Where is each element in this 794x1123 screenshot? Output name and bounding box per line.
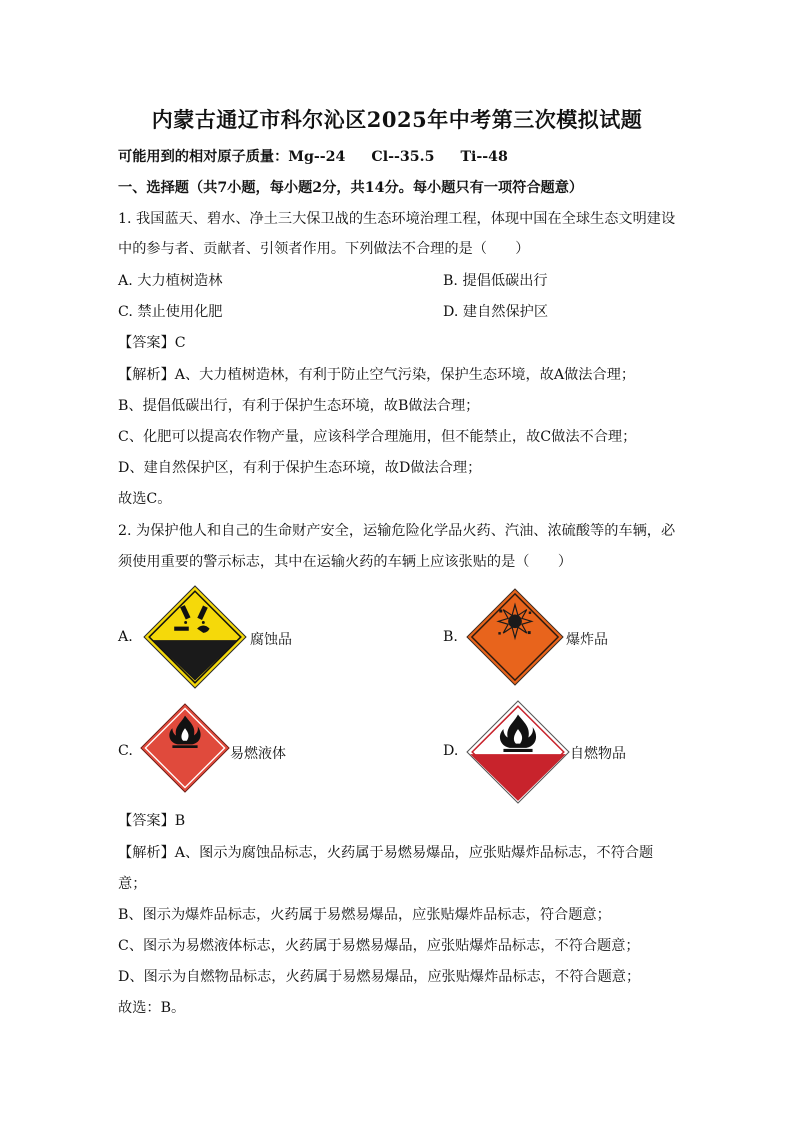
page-title: 内蒙古通辽市科尔沁区2025年中考第三次模拟试题	[151, 107, 643, 132]
q2-analysis-line: 意；	[118, 876, 147, 892]
q2-option-b-letter: B.	[443, 629, 458, 645]
q2-option-a-label: 腐蚀品	[250, 632, 292, 648]
q2-answer: 【答案】B	[118, 813, 186, 829]
atomic-mass-ti: Ti--48	[460, 149, 508, 165]
explosive-sign-icon	[466, 588, 564, 686]
q1-option-a: A. 大力植树造林	[118, 273, 223, 289]
q2-option-d-letter: D.	[443, 743, 459, 759]
spontaneous-combustion-sign-icon	[466, 700, 570, 804]
q2-analysis-line: 故选：B。	[118, 1000, 186, 1016]
q1-answer: 【答案】C	[118, 335, 186, 351]
atomic-mass-mg: Mg--24	[288, 149, 346, 165]
q1-analysis-line: D、建自然保护区，有利于保护生态环境，故D做法合理；	[118, 460, 482, 476]
atomic-mass-cl: Cl--35.5	[371, 149, 435, 165]
q2-analysis-line: D、图示为自燃物品标志，火药属于易燃易爆品，应张贴爆炸品标志，不符合题意；	[118, 969, 641, 985]
q2-analysis-line: 【解析】A、图示为腐蚀品标志，火药属于易燃易爆品，应张贴爆炸品标志，不符合题	[118, 845, 654, 861]
q2-option-b-label: 爆炸品	[566, 632, 608, 648]
section-heading: 一、选择题（共7小题，每小题2分，共14分。每小题只有一项符合题意）	[118, 180, 584, 196]
q2-option-c-label: 易燃液体	[230, 746, 286, 762]
corrosive-sign-icon	[143, 585, 247, 689]
q1-analysis-line: C、化肥可以提高农作物产量，应该科学合理施用，但不能禁止，故C做法不合理；	[118, 429, 637, 445]
q1-analysis-line: 故选C。	[118, 491, 172, 507]
q1-option-b: B. 提倡低碳出行	[443, 273, 548, 289]
q2-option-a-letter: A.	[118, 629, 133, 645]
q2-analysis-line: B、图示为爆炸品标志，火药属于易燃易爆品，应张贴爆炸品标志，符合题意；	[118, 907, 611, 923]
q1-analysis-line: 【解析】A、大力植树造林，有利于防止空气污染，保护生态环境，故A做法合理；	[118, 367, 636, 383]
q2-stem-line1: 2. 为保护他人和自己的生命财产安全，运输危险化学品火药、汽油、浓硫酸等的车辆，必	[118, 523, 676, 539]
q2-option-c-letter: C.	[118, 743, 133, 759]
q1-option-c: C. 禁止使用化肥	[118, 304, 223, 320]
q2-analysis-line: C、图示为易燃液体标志，火药属于易燃易爆品，应张贴爆炸品标志，不符合题意；	[118, 938, 640, 954]
q1-analysis-line: B、提倡低碳出行，有利于保护生态环境，故B做法合理；	[118, 398, 480, 414]
q1-stem-line2: 中的参与者、贡献者、引领者作用。下列做法不合理的是（ ）	[118, 241, 530, 257]
atomic-mass-label: 可能用到的相对原子质量：	[118, 149, 289, 165]
q2-option-d-label: 自燃物品	[570, 746, 626, 762]
q1-stem-line1: 1. 我国蓝天、碧水、净土三大保卫战的生态环境治理工程，体现中国在全球生态文明建设	[118, 211, 676, 227]
atomic-mass-line	[118, 146, 508, 166]
flammable-liquid-sign-icon	[140, 703, 230, 793]
q2-stem-line2: 须使用重要的警示标志，其中在运输火药的车辆上应该张贴的是（ ）	[118, 554, 573, 570]
q1-option-d: D. 建自然保护区	[443, 304, 549, 320]
